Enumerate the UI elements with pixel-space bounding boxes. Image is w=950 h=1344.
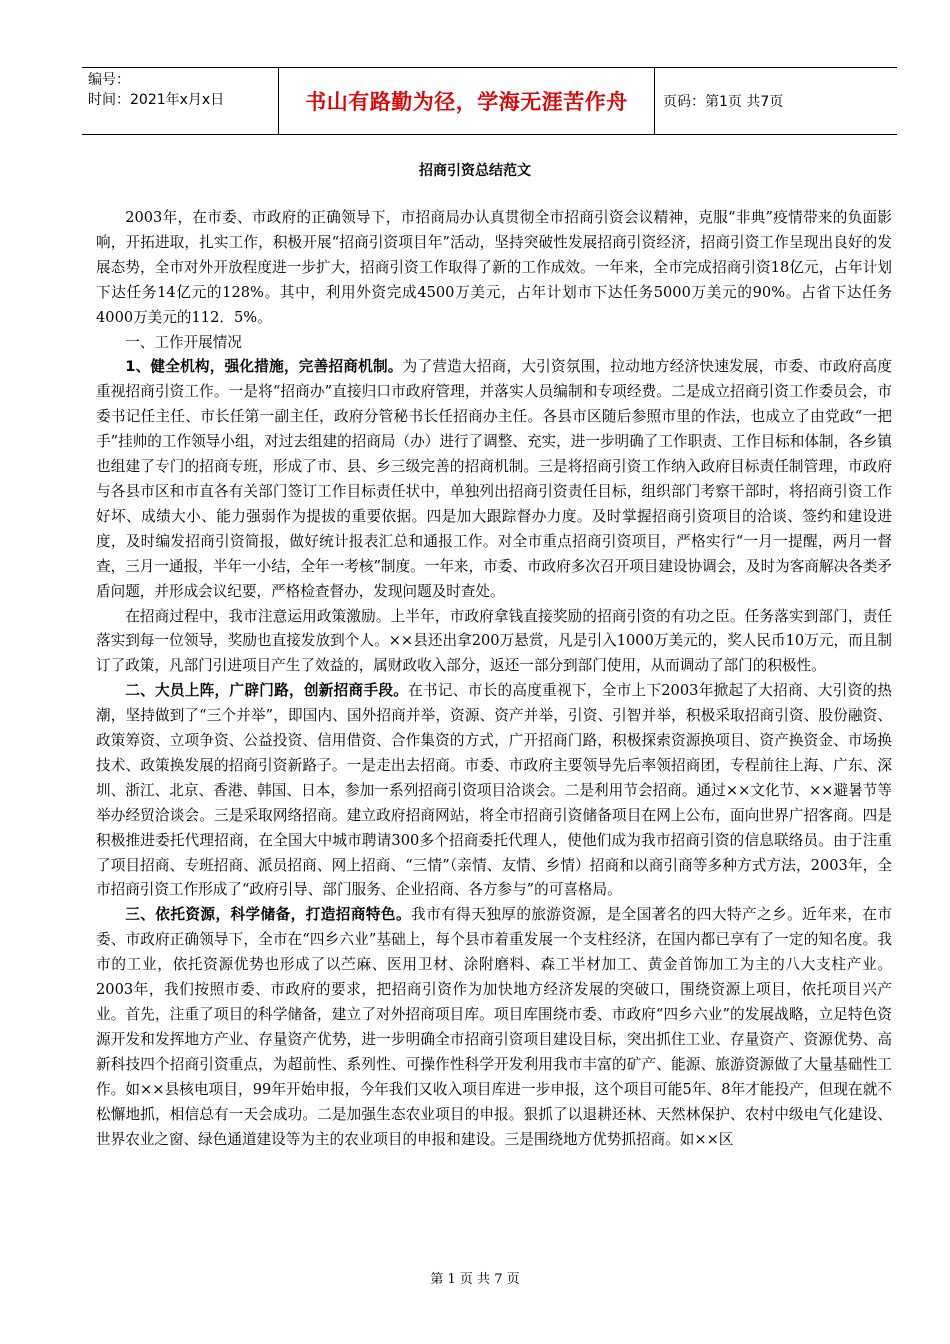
header-motto: 书山有路勤为径，学海无涯苦作舟 — [278, 68, 655, 134]
paragraph-heading: 二、大员上阵，广辟门路，创新招商手段。 — [125, 682, 409, 700]
paragraph-text: 在书记、市长的高度重视下，全市上下2003年掀起了大招商、大引资的热潮，坚持做到了“三个并举”，即国内、国外招商并举，资源、资产并举，引资、引智并举，积极采取招商引资、股份融资、政策筹资、立项争资、公益投资、信用借资、合作集资的方式，广开招商门路，积极探索资源换项目、资产换资金、市场换技术、政策换发展的招商引资新路子。一是走出去招商。市委、市政府主要领导先后率领招商团，专程前往上海、广东、深圳、浙江、北京、香港、韩国、日本，参加一系列招商引资项目洽谈会。二是利用节会招商。通过××文化节、××避暑节等举办经贸洽谈会。三是采取网络招商。建立政府招商网站，将全市招商引资储备项目在网上公布，面向世界广招客商。四是积极推进委托代理招商，在全国大中城市聘请300多个招商委托代理人，使他们成为我市招商引资的信息联络员。由于注重了项目招商、专班招商、派员招商、网上招商、“三情”（亲情、友情、乡情）招商和以商引商等多种方式方法，2003年，全市招商引资工作形成了“政府引导、部门服务、企业招商、各方参与”的可喜格局。 — [96, 682, 892, 899]
page-footer: 第 1 页 共 7 页 — [430, 1272, 520, 1287]
paragraph-methods — [96, 679, 892, 903]
header-table — [82, 67, 897, 135]
section-heading: 一、工作开展情况 — [125, 333, 242, 351]
serial-label: 编号： — [88, 72, 130, 88]
paragraph-heading: 1、健全机构，强化措施，完善招商机制。 — [125, 358, 403, 376]
header-page-info: 页码：第1页 共7页 — [663, 94, 784, 110]
document-title: 招商引资总结范文 — [419, 163, 531, 179]
paragraph-intro: 2003年，在市委、市政府的正确领导下，市招商局办认真贯彻全市招商引资会议精神，克服“非典”疫情带来的负面影响，开拓进取，扎实工作，积极开展“招商引资项目年”活动，坚持突破性发展招商引资经济，招商引资工作呈现出良好的发展态势，全市对外开放程度进一步扩大，招商引资工作取得了新的工作成效。一年来，全市完成招商引资18亿元，占年计划下达任务14亿元的128%。其中，利用外资完成4500万美元，占年计划市下达任务5000万美元的90%。占省下达任务4000万美元的112．5%。 — [96, 209, 892, 326]
paragraph-resources — [96, 903, 892, 1152]
paragraph-heading: 三、依托资源，科学储备，打造招商特色。 — [125, 906, 412, 924]
paragraph-mechanism — [96, 355, 892, 604]
paragraph-incentive: 在招商过程中，我市注意运用政策激励。上半年，市政府拿钱直接奖励的招商引资的有功之臣。任务落实到部门，责任落实到每一位领导，奖励也直接发放到个人。××县还出拿200万悬赏，凡是引入1000万美元的，奖人民币10万元，而且制订了政策，凡部门引进项目产生了效益的，属财政收入部分，返还一部分到部门使用，从而调动了部门的积极性。 — [96, 607, 892, 675]
paragraph-text: 为了营造大招商，大引资氛围，拉动地方经济快速发展，市委、市政府高度重视招商引资工作。一是将“招商办”直接归口市政府管理，并落实人员编制和专项经费。二是成立招商引资工作委员会，市委书记任主任、市长任第一副主任，政府分管秘书长任招商办主任。各县市区随后参照市里的作法，也成立了由党政“一把手”挂帅的工作领导小组，对过去组建的招商局（办）进行了调整、充实，进一步明确了工作职责、工作目标和体制，各乡镇也组建了专门的招商专班，形成了市、县、乡三级完善的招商机制。三是将招商引资工作纳入政府目标责任制管理，市政府与各县市区和市直各有关部门签订工作目标责任状中，单独列出招商引资责任目标，组织部门考察干部时，将招商引资工作好坏、成绩大小、能力强弱作为提拔的重要依据。四是加大跟踪督办力度。及时掌握招商引资项目的洽谈、签约和建设进度，及时编发招商引资简报，做好统计报表汇总和通报工作。对全市重点招商引资项目，严格实行“一月一提醒，两月一督查，三月一通报，半年一小结，全年一考核”制度。一年来，市委、市政府多次召开项目建设协调会，及时为客商解决各类矛盾问题，并形成会议纪要，严格检查督办，发现问题及时查处。 — [96, 358, 892, 600]
paragraph-text: 我市有得天独厚的旅游资源，是全国著名的四大特产之乡。近年来，在市委、市政府正确领导下，全市在“四乡六业”基础上，每个县市着重发展一个支柱经济，在国内都已享有了一定的知名度。我市的工业，依托资源优势也形成了以苎麻、医用卫材、涂附磨料、森工半材加工、黄金首饰加工为主的八大支柱产业。2003年，我们按照市委、市政府的要求，把招商引资作为加快地方经济发展的突破口，围绕资源上项目，依托项目兴产业。首先，注重了项目的科学储备，建立了对外招商项目库。项目库围绕市委、市政府“四乡六业”的发展战略，立足特色资源开发和发挥地方产业、存量资产优势，进一步明确全市招商引资项目建设目标，突出抓住工业、存量资产、资源优势、高新科技四个招商引资重点，为超前性、系列性、可操作性科学开发利用我市丰富的矿产、能源、旅游资源做了大量基础性工作。如××县核电项目，99年开始申报，今年我们又收入项目库进一步申报，这个项目可能5年、8年才能投产，但现在就不松懈地抓，相信总有一天会成功。二是加强生态农业项目的申报。狠抓了以退耕还林、天然林保护、农村中级电气化建设、世界农业之窗、绿色通道建设等为主的农业项目的申报和建设。三是围绕地方优势抓招商。如××区 — [96, 906, 892, 1148]
document-body — [96, 206, 892, 1152]
time-label: 时间：2021年x月x日 — [88, 92, 225, 108]
header-meta — [82, 68, 278, 134]
